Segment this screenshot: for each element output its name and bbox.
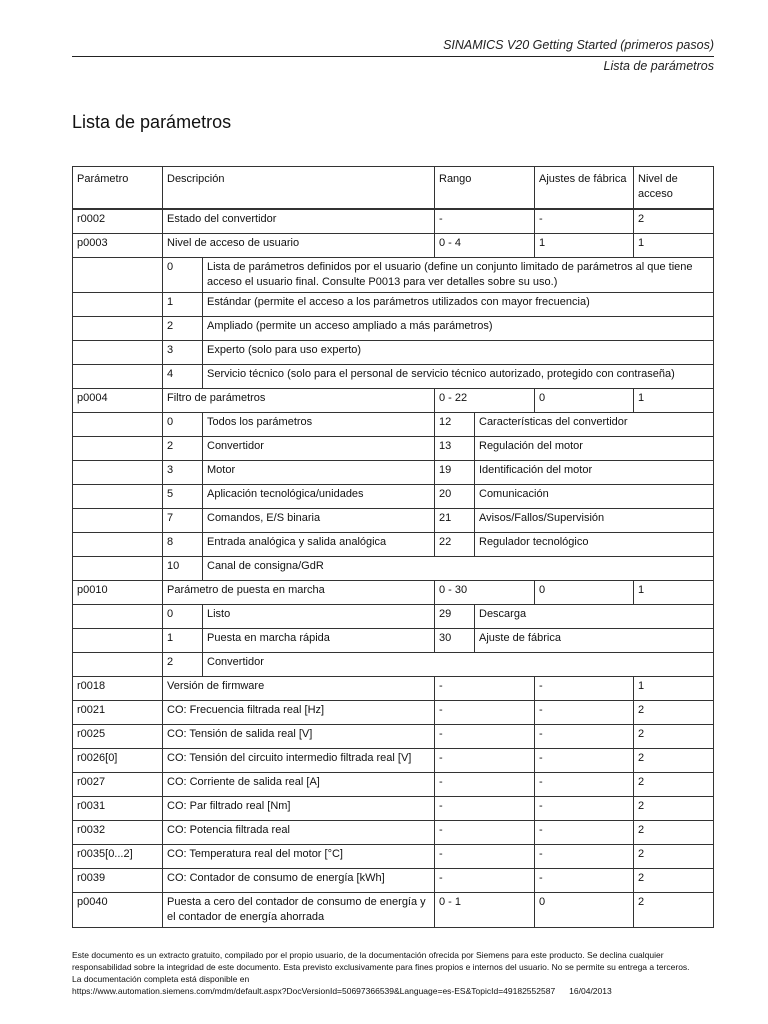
option-row [73, 629, 714, 653]
param-level: 2 [634, 845, 714, 869]
option-row [73, 317, 714, 341]
empty-cell [73, 317, 163, 341]
option-text: Servicio técnico (solo para el personal de servicio técnico autorizado, protegido con contraseña) [203, 365, 714, 389]
option-text: Regulador tecnológico [475, 533, 714, 557]
param-range: - [435, 869, 535, 893]
option-value: 29 [435, 605, 475, 629]
param-level: 2 [634, 701, 714, 725]
empty-cell [73, 413, 163, 437]
empty-cell [73, 605, 163, 629]
footer-url-line [72, 985, 722, 997]
option-row [73, 653, 714, 677]
param-id: p0010 [73, 581, 163, 605]
param-level: 2 [634, 209, 714, 234]
param-desc: CO: Temperatura real del motor [°C] [163, 845, 435, 869]
empty-cell [73, 653, 163, 677]
table-row [73, 797, 714, 821]
option-value: 7 [163, 509, 203, 533]
option-value: 30 [435, 629, 475, 653]
empty-cell [73, 437, 163, 461]
option-row [73, 557, 714, 581]
option-text: Canal de consigna/GdR [203, 557, 714, 581]
option-value: 19 [435, 461, 475, 485]
table-row [73, 389, 714, 413]
param-default: - [535, 773, 634, 797]
header-section: Lista de parámetros [603, 59, 714, 73]
param-desc: CO: Contador de consumo de energía [kWh] [163, 869, 435, 893]
option-text: Comandos, E/S binaria [203, 509, 435, 533]
option-text: Entrada analógica y salida analógica [203, 533, 435, 557]
option-text: Aplicación tecnológica/unidades [203, 485, 435, 509]
table-row [73, 234, 714, 258]
col-header-ajustes: Ajustes de fábrica [535, 167, 634, 210]
empty-cell [73, 258, 163, 293]
param-desc: Nivel de acceso de usuario [163, 234, 435, 258]
param-desc: Versión de firmware [163, 677, 435, 701]
param-default: - [535, 821, 634, 845]
option-value: 4 [163, 365, 203, 389]
option-value: 10 [163, 557, 203, 581]
param-default: - [535, 701, 634, 725]
param-range: - [435, 749, 535, 773]
footer-url[interactable]: https://www.automation.siemens.com/mdm/default.aspx?DocVersionId=50697366539&Language=es-ES&TopicId=49182552587 [72, 986, 556, 996]
option-text: Todos los parámetros [203, 413, 435, 437]
param-id: r0035[0...2] [73, 845, 163, 869]
param-default: - [535, 869, 634, 893]
param-level: 2 [634, 749, 714, 773]
header-rule [72, 56, 714, 57]
option-value: 20 [435, 485, 475, 509]
param-default: - [535, 845, 634, 869]
option-value: 3 [163, 461, 203, 485]
table-row [73, 869, 714, 893]
param-range: - [435, 821, 535, 845]
option-value: 1 [163, 629, 203, 653]
option-value: 2 [163, 653, 203, 677]
option-text: Motor [203, 461, 435, 485]
option-text: Ajuste de fábrica [475, 629, 714, 653]
option-text: Descarga [475, 605, 714, 629]
param-level: 2 [634, 773, 714, 797]
param-default: - [535, 725, 634, 749]
option-text: Regulación del motor [475, 437, 714, 461]
param-range: 0 - 1 [435, 893, 535, 928]
table-row [73, 893, 714, 928]
option-value: 2 [163, 317, 203, 341]
option-row [73, 509, 714, 533]
param-range: - [435, 209, 535, 234]
option-row [73, 533, 714, 557]
col-header-rango: Rango [435, 167, 535, 210]
table-row [73, 845, 714, 869]
param-id: p0040 [73, 893, 163, 928]
table-row [73, 725, 714, 749]
option-value: 22 [435, 533, 475, 557]
param-id: r0018 [73, 677, 163, 701]
empty-cell [73, 533, 163, 557]
param-range: - [435, 845, 535, 869]
param-desc: CO: Frecuencia filtrada real [Hz] [163, 701, 435, 725]
param-desc: Puesta a cero del contador de consumo de energía y el contador de energía ahorrada [163, 893, 435, 928]
empty-cell [73, 629, 163, 653]
param-range: - [435, 725, 535, 749]
param-range: - [435, 773, 535, 797]
param-id: r0032 [73, 821, 163, 845]
empty-cell [73, 365, 163, 389]
empty-cell [73, 557, 163, 581]
param-desc: Parámetro de puesta en marcha [163, 581, 435, 605]
param-level: 2 [634, 869, 714, 893]
param-id: p0004 [73, 389, 163, 413]
param-default: 0 [535, 581, 634, 605]
param-level: 2 [634, 893, 714, 928]
option-text: Convertidor [203, 437, 435, 461]
param-id: r0026[0] [73, 749, 163, 773]
option-text: Estándar (permite el acceso a los parámetros utilizados con mayor frecuencia) [203, 293, 714, 317]
param-default: 0 [535, 389, 634, 413]
option-text: Convertidor [203, 653, 714, 677]
footer-disclaimer: Este documento es un extracto gratuito, compilado por el propio usuario, de la documentación ofrecida por Siemens para este producto. Se declina cualquier responsabilidad sobre la integridad de este documento. Esta previsto exclusivamente para fines propios e internos del usuario. No se permite su entrega a terceros. [72, 950, 690, 972]
option-value: 0 [163, 605, 203, 629]
option-value: 8 [163, 533, 203, 557]
option-text: Identificación del motor [475, 461, 714, 485]
param-range: 0 - 30 [435, 581, 535, 605]
param-desc: CO: Tensión de salida real [V] [163, 725, 435, 749]
param-default: - [535, 209, 634, 234]
option-row [73, 293, 714, 317]
option-text: Avisos/Fallos/Supervisión [475, 509, 714, 533]
table-row [73, 209, 714, 234]
param-id: r0031 [73, 797, 163, 821]
param-desc: Estado del convertidor [163, 209, 435, 234]
param-desc: CO: Par filtrado real [Nm] [163, 797, 435, 821]
option-value: 0 [163, 258, 203, 293]
param-desc: Filtro de parámetros [163, 389, 435, 413]
param-id: r0021 [73, 701, 163, 725]
option-text: Experto (solo para uso experto) [203, 341, 714, 365]
option-row [73, 341, 714, 365]
param-id: r0002 [73, 209, 163, 234]
col-header-parametro: Parámetro [73, 167, 163, 210]
footer-date: 16/04/2013 [569, 986, 612, 996]
param-default: - [535, 797, 634, 821]
param-level: 1 [634, 581, 714, 605]
param-level: 1 [634, 389, 714, 413]
param-level: 2 [634, 725, 714, 749]
option-row [73, 485, 714, 509]
param-default: 0 [535, 893, 634, 928]
table-row [73, 581, 714, 605]
param-range: - [435, 797, 535, 821]
table-row [73, 821, 714, 845]
param-desc: CO: Corriente de salida real [A] [163, 773, 435, 797]
option-row [73, 461, 714, 485]
param-range: - [435, 701, 535, 725]
footer-available-label: La documentación completa está disponible en [72, 974, 250, 984]
option-row [73, 365, 714, 389]
empty-cell [73, 461, 163, 485]
option-text: Listo [203, 605, 435, 629]
option-text: Características del convertidor [475, 413, 714, 437]
param-level: 2 [634, 821, 714, 845]
option-text: Lista de parámetros definidos por el usuario (define un conjunto limitado de parámetros al que tiene acceso el usuario final. Consulte P0013 para ver detalles sobre su uso.) [203, 258, 714, 293]
param-range: 0 - 4 [435, 234, 535, 258]
option-value: 12 [435, 413, 475, 437]
option-row [73, 437, 714, 461]
page-title: Lista de parámetros [72, 112, 232, 132]
col-header-nivel: Nivel de acceso [634, 167, 714, 210]
param-id: r0025 [73, 725, 163, 749]
option-value: 5 [163, 485, 203, 509]
param-default: 1 [535, 234, 634, 258]
empty-cell [73, 293, 163, 317]
empty-cell [73, 509, 163, 533]
table-row [73, 749, 714, 773]
option-value: 1 [163, 293, 203, 317]
option-text: Comunicación [475, 485, 714, 509]
param-id: p0003 [73, 234, 163, 258]
param-default: - [535, 749, 634, 773]
option-value: 3 [163, 341, 203, 365]
param-level: 1 [634, 234, 714, 258]
option-value: 21 [435, 509, 475, 533]
option-value: 2 [163, 437, 203, 461]
table-header-row [73, 167, 714, 210]
empty-cell [73, 341, 163, 365]
param-default: - [535, 677, 634, 701]
col-header-descripcion: Descripción [163, 167, 435, 210]
param-id: r0027 [73, 773, 163, 797]
header-doc-title: SINAMICS V20 Getting Started (primeros pasos) [443, 38, 714, 52]
table-row [73, 677, 714, 701]
param-id: r0039 [73, 869, 163, 893]
param-level: 1 [634, 677, 714, 701]
option-text: Puesta en marcha rápida [203, 629, 435, 653]
param-desc: CO: Tensión del circuito intermedio filtrada real [V] [163, 749, 435, 773]
param-level: 2 [634, 797, 714, 821]
option-row [73, 605, 714, 629]
table-row [73, 773, 714, 797]
param-range: - [435, 677, 535, 701]
option-value: 0 [163, 413, 203, 437]
param-desc: CO: Potencia filtrada real [163, 821, 435, 845]
option-row [73, 258, 714, 293]
parameter-table [72, 166, 714, 928]
footer [72, 949, 722, 997]
param-range: 0 - 22 [435, 389, 535, 413]
option-value: 13 [435, 437, 475, 461]
table-row [73, 701, 714, 725]
option-text: Ampliado (permite un acceso ampliado a más parámetros) [203, 317, 714, 341]
option-row [73, 413, 714, 437]
empty-cell [73, 485, 163, 509]
